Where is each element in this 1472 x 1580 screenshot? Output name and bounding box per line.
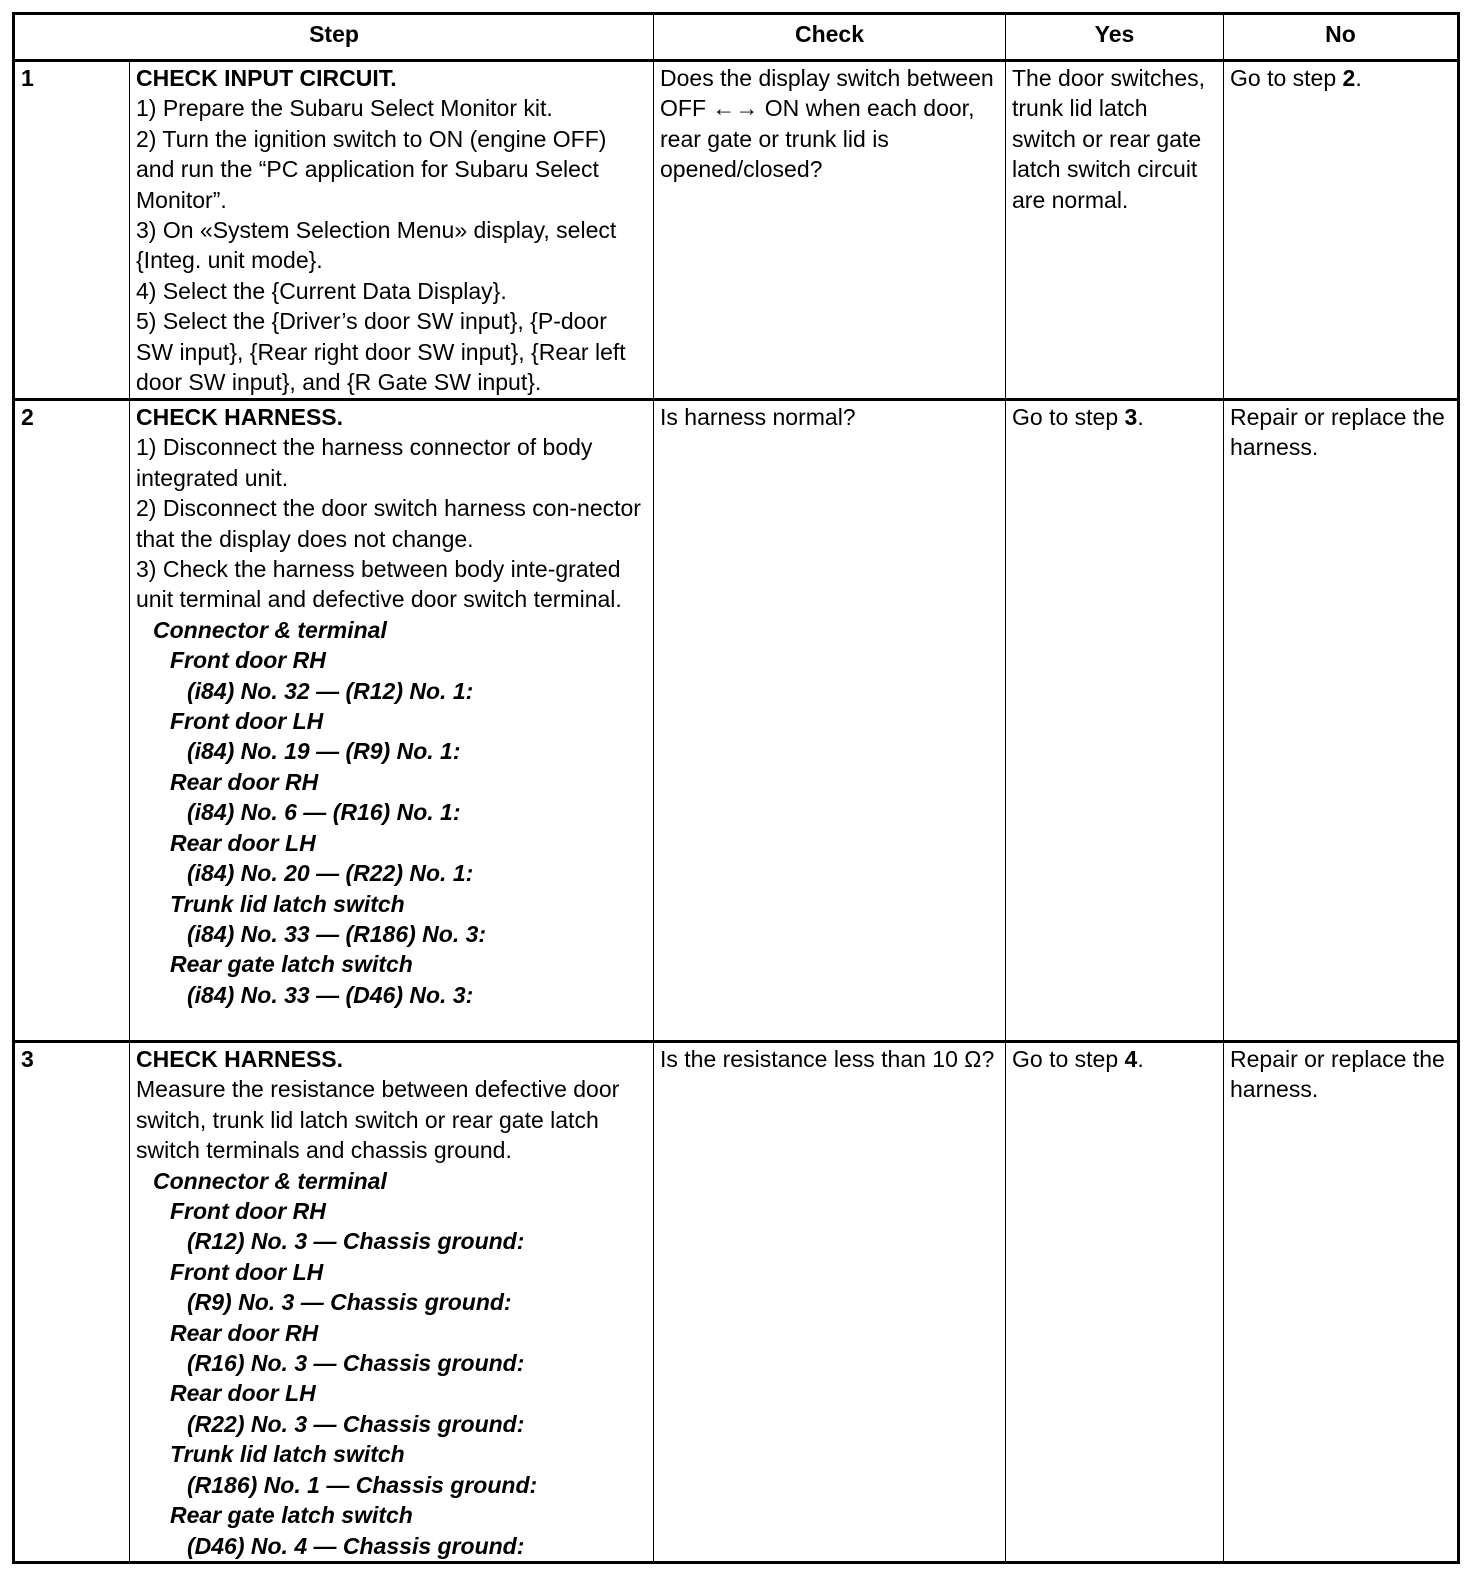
no-result: Repair or replace the harness. bbox=[1224, 400, 1459, 1042]
step-instruction: 3) Check the harness between body inte-grated unit terminal and defective door switch terminal. bbox=[136, 556, 622, 613]
spec-label: Front door RH bbox=[170, 647, 326, 674]
yes-result-suffix: . bbox=[1137, 404, 1144, 430]
spec-label: Rear door LH bbox=[170, 1380, 316, 1407]
step-instruction: 2) Turn the ignition switch to ON (engine OFF) and run the “PC application for Subaru Select Monitor”. bbox=[136, 125, 607, 213]
no-result-prefix: Go to step bbox=[1230, 65, 1343, 91]
spec-value: (i84) No. 6 — (R16) No. 1: bbox=[187, 799, 461, 826]
table-row-step-1 bbox=[14, 61, 1459, 400]
diagnostic-procedure-table bbox=[12, 12, 1460, 1564]
yes-result-suffix: . bbox=[1137, 1046, 1144, 1072]
step-title: CHECK INPUT CIRCUIT. bbox=[136, 65, 397, 91]
spec-label: Trunk lid latch switch bbox=[170, 1441, 405, 1468]
step-instruction: 3) On «System Selection Menu» display, select {Integ. unit mode}. bbox=[136, 217, 617, 274]
check-question: Is the resistance less than 10 Ω? bbox=[654, 1042, 1006, 1563]
spec-label: Front door RH bbox=[170, 1198, 326, 1225]
table-header-row bbox=[14, 14, 1459, 61]
step-description bbox=[130, 1042, 654, 1563]
spec-label: Rear gate latch switch bbox=[170, 951, 413, 978]
step-instruction: 1) Disconnect the harness connector of body integrated unit. bbox=[136, 434, 593, 491]
check-question: Does the display switch between OFF ←→ ON when each door, rear gate or trunk lid is opened/closed? bbox=[654, 61, 1006, 400]
connector-terminal-heading: Connector & terminal bbox=[153, 616, 387, 643]
spec-value: (i84) No. 20 — (R22) No. 1: bbox=[187, 860, 474, 887]
spec-value: (R16) No. 3 — Chassis ground: bbox=[187, 1350, 525, 1377]
header-yes: Yes bbox=[1006, 14, 1224, 61]
yes-result bbox=[1006, 400, 1224, 1042]
connector-terminal-heading: Connector & terminal bbox=[153, 1167, 387, 1194]
step-title: CHECK HARNESS. bbox=[136, 404, 344, 430]
step-number: 2 bbox=[14, 400, 130, 1042]
spec-value: (i84) No. 33 — (R186) No. 3: bbox=[187, 920, 487, 947]
step-title: CHECK HARNESS. bbox=[136, 1046, 344, 1072]
spec-label: Front door LH bbox=[170, 708, 324, 735]
no-result-step: 2 bbox=[1342, 65, 1356, 91]
spec-label: Front door LH bbox=[170, 1258, 324, 1285]
spec-value: (R9) No. 3 — Chassis ground: bbox=[187, 1289, 512, 1316]
yes-result-prefix: Go to step bbox=[1012, 1046, 1125, 1072]
step-number: 1 bbox=[14, 61, 130, 400]
spec-value: (R186) No. 1 — Chassis ground: bbox=[187, 1471, 538, 1498]
spec-value: (R12) No. 3 — Chassis ground: bbox=[187, 1228, 525, 1255]
header-check: Check bbox=[654, 14, 1006, 61]
no-result-suffix: . bbox=[1355, 65, 1362, 91]
spec-value: (R22) No. 3 — Chassis ground: bbox=[187, 1410, 525, 1437]
yes-result-prefix: Go to step bbox=[1012, 404, 1125, 430]
step-instruction: 5) Select the {Driver’s door SW input}, {P-door SW input}, {Rear right door SW input}, {Rear left door SW input}, and {R Gate SW input}. bbox=[136, 308, 626, 396]
step-description bbox=[130, 61, 654, 400]
spec-value: (D46) No. 4 — Chassis ground: bbox=[187, 1532, 525, 1559]
step-number: 3 bbox=[14, 1042, 130, 1563]
step-description bbox=[130, 400, 654, 1042]
step-instruction: 4) Select the {Current Data Display}. bbox=[136, 277, 507, 304]
step-instruction: 2) Disconnect the door switch harness con-nector that the display does not change. bbox=[136, 495, 641, 552]
spec-value: (i84) No. 19 — (R9) No. 1: bbox=[187, 738, 461, 765]
header-no: No bbox=[1224, 14, 1459, 61]
yes-result-step: 4 bbox=[1124, 1046, 1138, 1072]
no-result bbox=[1224, 61, 1459, 400]
spec-label: Rear gate latch switch bbox=[170, 1502, 413, 1529]
check-question: Is harness normal? bbox=[654, 400, 1006, 1042]
no-result: Repair or replace the harness. bbox=[1224, 1042, 1459, 1563]
step-instruction: 1) Prepare the Subaru Select Monitor kit. bbox=[136, 95, 553, 122]
spec-value: (i84) No. 33 — (D46) No. 3: bbox=[187, 981, 474, 1008]
spec-label: Trunk lid latch switch bbox=[170, 890, 405, 917]
spec-label: Rear door RH bbox=[170, 768, 319, 795]
header-step: Step bbox=[14, 14, 654, 61]
spec-label: Rear door RH bbox=[170, 1319, 319, 1346]
table-row-step-3 bbox=[14, 1042, 1459, 1563]
spec-label: Rear door LH bbox=[170, 829, 316, 856]
spec-value: (i84) No. 32 — (R12) No. 1: bbox=[187, 677, 474, 704]
table-row-step-2 bbox=[14, 400, 1459, 1042]
yes-result bbox=[1006, 1042, 1224, 1563]
diagnostic-page bbox=[12, 12, 1457, 1564]
yes-result: The door switches, trunk lid latch switch or rear gate latch switch circuit are normal. bbox=[1006, 61, 1224, 400]
yes-result-step: 3 bbox=[1124, 404, 1138, 430]
step-instruction: Measure the resistance between defective door switch, trunk lid latch switch or rear gate latch switch terminals and chassis ground. bbox=[136, 1076, 620, 1164]
